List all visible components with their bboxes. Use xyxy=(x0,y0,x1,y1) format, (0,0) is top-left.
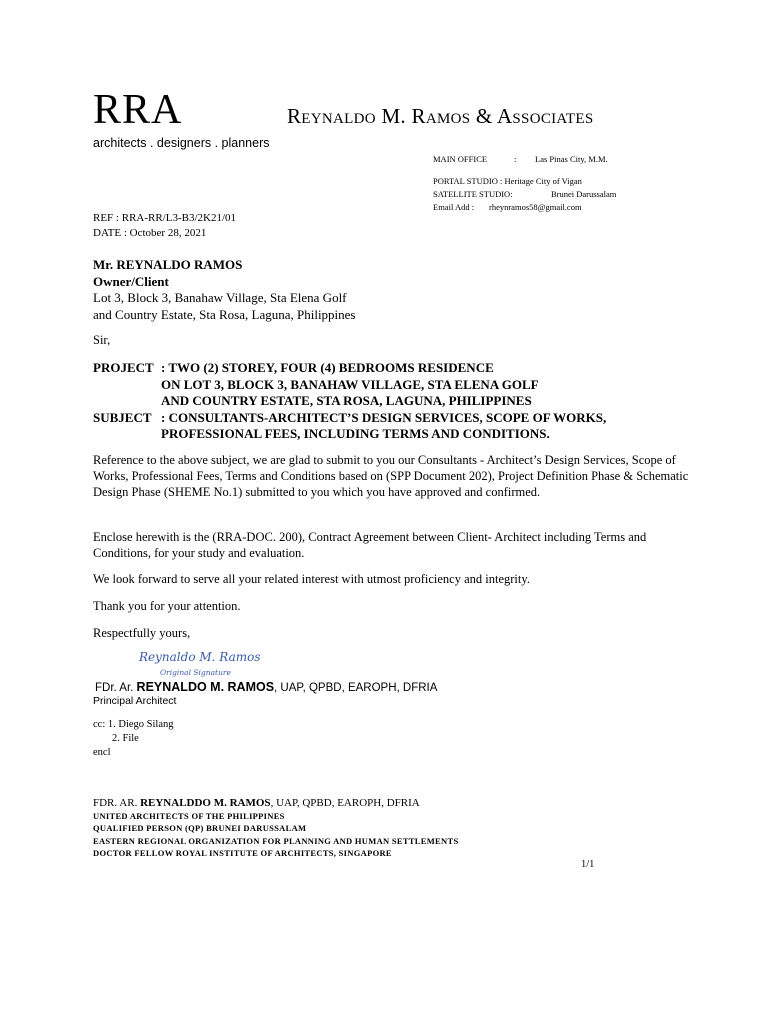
cc-line: 2. File xyxy=(112,733,139,744)
firm-logo-text: RRA xyxy=(93,87,183,133)
signatory-credentials: , UAP, QPBD, EAROPH, DFRIA xyxy=(274,682,438,694)
footer-affiliation: EASTERN REGIONAL ORGANIZATION FOR PLANNING AND HUMAN SETTLEMENTS xyxy=(93,835,459,846)
main-office-separator: : xyxy=(514,154,517,164)
addressee-address-line: Lot 3, Block 3, Banahaw Village, Sta Elena Golf xyxy=(93,290,347,305)
main-office-label: MAIN OFFICE xyxy=(433,154,488,164)
project-line: AND COUNTRY ESTATE, STA ROSA, LAGUNA, PHILIPPINES xyxy=(161,393,532,408)
footer-name: REYNALDDO M. RAMOS xyxy=(140,797,271,809)
enclosure-note: encl xyxy=(93,747,111,758)
body-paragraph: Enclose herewith is the (RRA-DOC. 200), Contract Agreement between Client- Architect including Terms and Conditions, for your study and evaluation. xyxy=(93,530,647,560)
letter-date: DATE : October 28, 2021 xyxy=(93,227,207,239)
project-subject-block xyxy=(93,360,606,443)
addressee-block xyxy=(93,257,693,323)
footer-prefix: FDR. AR. xyxy=(93,797,141,809)
addressee-address-line: and Country Estate, Sta Rosa, Laguna, Philippines xyxy=(93,306,356,322)
body-paragraph: Thank you for your attention. xyxy=(93,599,241,613)
addressee-name: Mr. REYNALDO RAMOS xyxy=(93,257,243,272)
firm-name: Reynaldo M. Ramos & Associates xyxy=(287,104,594,128)
footer-affiliation: UNITED ARCHITECTS OF THE PHILIPPINES xyxy=(93,810,285,821)
project-line: : TWO (2) STOREY, FOUR (4) BEDROOMS RESIDENCE xyxy=(161,360,494,375)
original-signature-note: Original Signature xyxy=(160,668,231,677)
footer-affiliation: DOCTOR FELLOW ROYAL INSTITUTE OF ARCHITECTS, SINGAPORE xyxy=(93,848,392,858)
cc-line: cc: 1. Diego Silang xyxy=(93,719,174,730)
subject-line: : CONSULTANTS-ARCHITECT’S DESIGN SERVICES, SCOPE OF WORKS, xyxy=(161,409,607,425)
footer-name-line xyxy=(93,797,458,810)
project-line: ON LOT 3, BLOCK 3, BANAHAW VILLAGE, STA ELENA GOLF xyxy=(161,376,539,392)
satellite-studio-label: SATELLITE STUDIO: xyxy=(433,189,513,199)
footer-affiliation: QUALIFIED PERSON (QP) BRUNEI DARUSSALAM xyxy=(93,823,307,833)
signatory-prefix: FDr. Ar. xyxy=(95,682,137,694)
signatory-title: Principal Architect xyxy=(93,695,177,707)
footer-credential-list: , UAP, QPBD, EAROPH, DFRIA xyxy=(270,797,420,809)
footer-credentials xyxy=(93,797,458,860)
body-paragraph: Reference to the above subject, we are glad to submit to you our Consultants - Architect’s Design Services, Scope of Works, Professional Fees, Terms and Conditions based on (SPP Document 202), Project Definition Phase & Schematic Design Phase (SHEME No.1) submitted to you which you have approved and confirmed. xyxy=(93,453,689,499)
page-number: 1/1 xyxy=(581,859,595,870)
main-office-value: Las Pinas City, M.M. xyxy=(535,154,608,164)
satellite-studio-value: Brunei Darussalam xyxy=(551,189,617,199)
firm-tagline: architects . designers . planners xyxy=(93,136,270,150)
signature-script: Reynaldo M. Ramos xyxy=(139,650,261,664)
subject-label: SUBJECT xyxy=(93,409,152,425)
project-label: PROJECT xyxy=(93,360,154,375)
salutation: Sir, xyxy=(93,333,111,347)
portal-studio: PORTAL STUDIO : Heritage City of Vigan xyxy=(433,176,582,186)
email-link[interactable]: rheynramos58@gmail.com xyxy=(489,202,582,212)
subject-line: PROFESSIONAL FEES, INCLUDING TERMS AND CONDITIONS. xyxy=(161,426,550,441)
body-paragraph: We look forward to serve all your related interest with utmost proficiency and integrity. xyxy=(93,572,530,586)
signatory-bold-name: REYNALDO M. RAMOS xyxy=(136,680,275,694)
addressee-role: Owner/Client xyxy=(93,273,169,289)
closing: Respectfully yours, xyxy=(93,626,191,640)
reference-number: REF : RRA-RR/L3-B3/2K21/01 xyxy=(93,212,237,224)
signatory-name xyxy=(95,680,437,694)
email-label: Email Add : xyxy=(433,202,475,212)
